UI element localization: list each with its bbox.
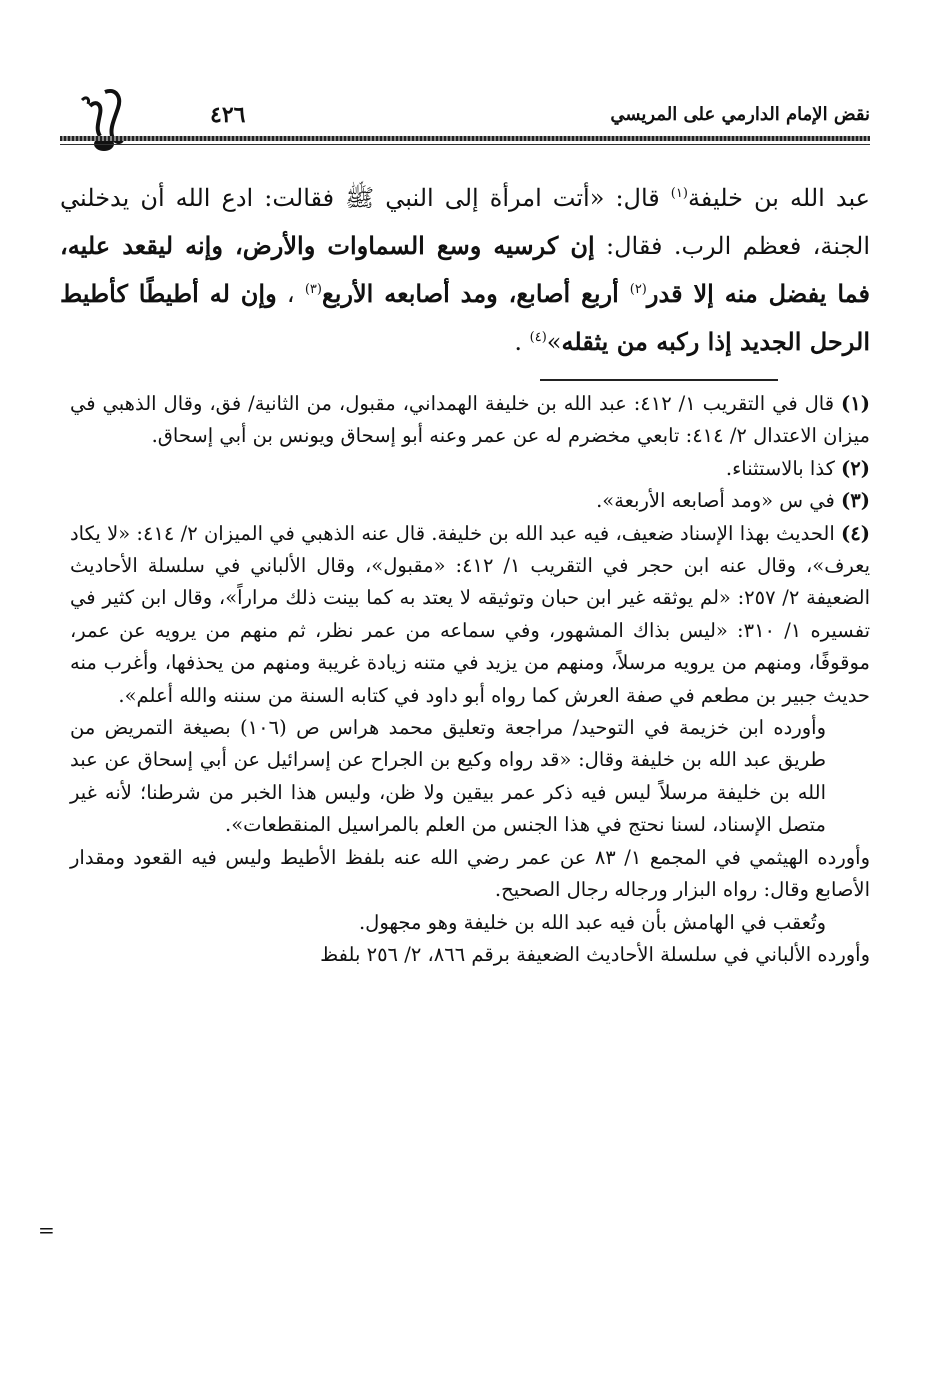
main-text bbox=[60, 175, 870, 366]
footnote-text: كذا بالاستثناء. bbox=[725, 456, 842, 480]
footnote-1 bbox=[70, 388, 870, 453]
footnote-ref-1: (١) bbox=[670, 186, 688, 201]
main-paragraph bbox=[60, 175, 870, 366]
header-rule bbox=[60, 136, 870, 141]
footnote-3 bbox=[70, 485, 870, 517]
main-text-bold-run: أربع أصابع، ومد أصابعه الأربع bbox=[321, 279, 630, 308]
footnote-2 bbox=[70, 453, 870, 485]
footnotes bbox=[70, 388, 870, 971]
footnote-ref-4: (٤) bbox=[529, 330, 547, 345]
header-rule-thin bbox=[60, 144, 870, 145]
continuation-mark: = bbox=[38, 1218, 55, 1242]
footnote-number: (٤) bbox=[841, 521, 870, 545]
main-text-run: » bbox=[546, 328, 562, 356]
footnote-ref-2: (٢) bbox=[629, 282, 647, 297]
calligraphy-ornament-icon bbox=[60, 86, 150, 156]
footnote-text: قال في التقريب ١/ ٤١٢: عبد الله بن خليفة الهمداني، مقبول، من الثانية/ فق، وقال الذهبي في ميزان الاعتدال ٢/ ٤١٤: تابعي مخضرم له عن عمر وعنه أبو إسحاق ويونس بن أبي إسحاق. bbox=[70, 392, 870, 448]
main-text-run: . bbox=[514, 328, 530, 356]
running-header bbox=[60, 86, 870, 156]
main-text-run: ، bbox=[276, 280, 305, 308]
main-text-bold-run: وإن له أطيطًا كأطيط الرحل الجديد إذا ركبه من يثقله bbox=[60, 279, 870, 356]
footnote-number: (١) bbox=[841, 392, 870, 415]
book-title: نقض الإمام الدارمي على المريسي bbox=[610, 104, 870, 125]
page-number: ٤٢٦ bbox=[210, 102, 246, 128]
main-text-run: عبد الله بن خليفة bbox=[687, 184, 870, 212]
footnote-4-paragraph: وتُعقب في الهامش بأن فيه عبد الله بن خليفة وهو مجهول. bbox=[358, 910, 826, 934]
footnote-ref-3: (٣) bbox=[304, 282, 322, 297]
footnote-4-paragraph: وأورده الألباني في سلسلة الأحاديث الضعيفة برقم ٨٦٦، ٢/ ٢٥٦ بلفظ bbox=[320, 942, 870, 966]
footnote-4-paragraph: وأورده الهيثمي في المجمع ١/ ٨٣ عن عمر رضي الله عنه بلفظ الأطيط وليس فيه القعود ومقدار الأصابع وقال: رواه البزار ورجاله رجال الصحيح. bbox=[70, 845, 870, 902]
main-text-run: قال: «أتت امرأة إلى النبي ﷺ فقالت: ادع الله أن يدخلني الجنة، فعظم الرب. فقال: bbox=[60, 184, 871, 260]
footnote-text: الحديث بهذا الإسناد ضعيف، فيه عبد الله بن خليفة. قال عنه الذهبي في الميزان ٢/ ٤١٤: «لا يكاد يعرف»، وقال عنه ابن حجر في التقريب ١/ ٤١٢: «مقبول»، وقال الألباني في سلسلة الأحاديث الضعيفة ٢/ ٢٥٧: «لم يوثقه غير ابن حبان وتوثيقه لا يعتد به كما بينت ذلك مراراً»، وقال ابن كثير في تفسيره ١/ ٣١٠: «ليس بذاك المشهور، وفي سماعه من عمر نظر، ثم منهم من يرويه عن عمر، موقوفًا، ومنهم من يرويه مرسلاً، ومنهم من يزيد في متنه زيادة غريبة ومنهم من يحذفها، وأغرب منه حديث جبير بن مطعم في صفة العرش كما رواه أبو داود في كتابه السنة من سننه والله أعلم». bbox=[70, 521, 871, 707]
footnote-text: في س «ومد أصابعه الأربعة». bbox=[596, 489, 842, 513]
footnote-separator bbox=[540, 379, 778, 381]
main-text-bold-run: إن كرسيه وسع السماوات والأرض، وإنه ليقعد عليه، فما يفضل منه إلا قدر bbox=[60, 231, 870, 308]
footnote-number: (٣) bbox=[841, 489, 870, 513]
footnote-4-paragraph: وأورده ابن خزيمة في التوحيد/ مراجعة وتعليق محمد هراس ص (١٠٦) بصيغة التمريض من طريق عبد الله بن خليفة وقال: «قد رواه وكيع بن الجراح عن إسرائيل عن أبي إسحاق عن عبد الله بن خليفة مرسلاً ليس فيه ذكر عمر بيقين ولا ظن، وليس هذا الخبر من شرطنا؛ لأنه غير متصل الإسناد، لسنا نحتج في هذا الجنس من العلم بالمراسيل المنقطعات». bbox=[70, 716, 826, 837]
footnote-number: (٢) bbox=[841, 456, 870, 480]
footnote-4 bbox=[70, 518, 870, 712]
